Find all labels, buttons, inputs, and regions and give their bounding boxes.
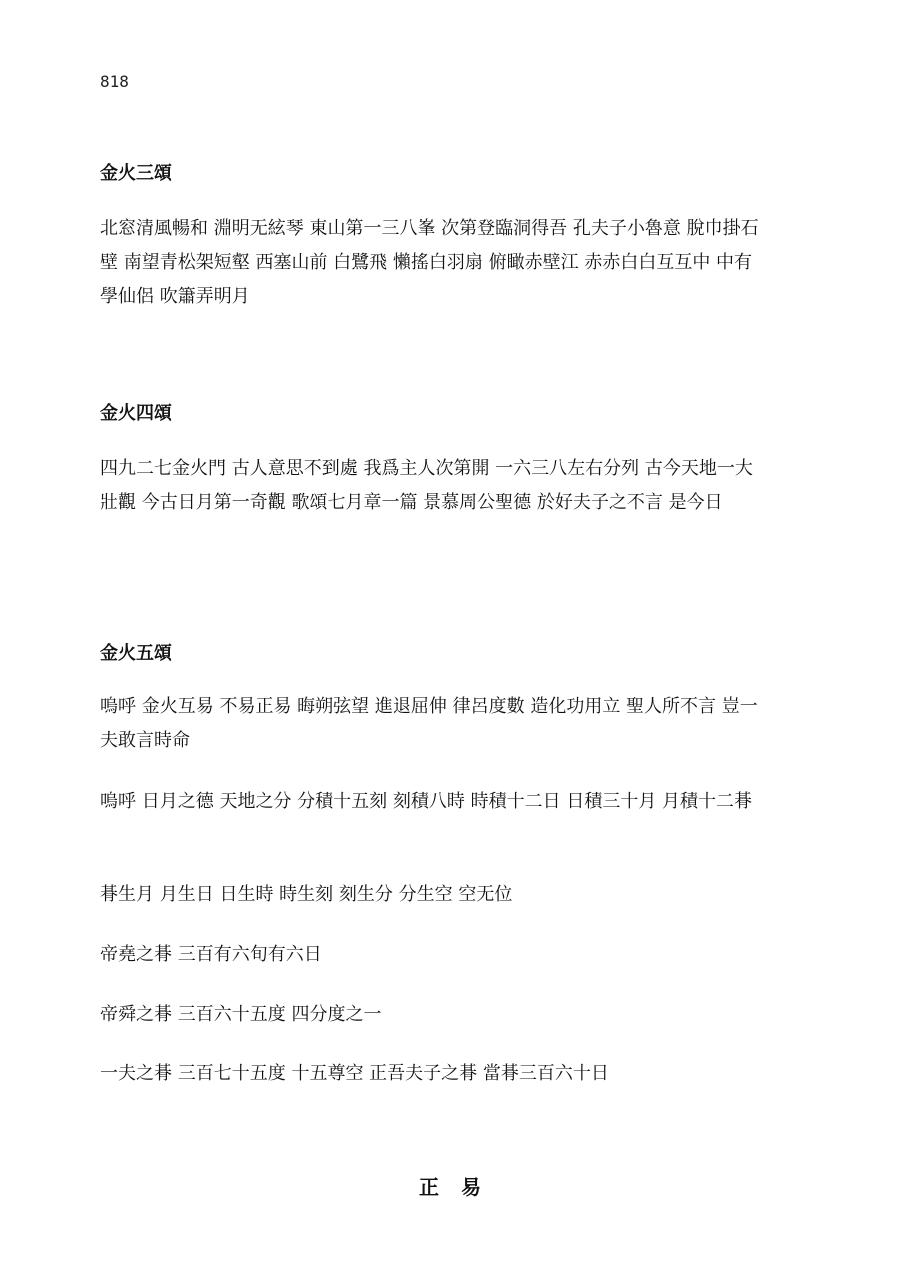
section-paragraph: 帝堯之朞 三百有六旬有六日 (100, 944, 322, 965)
section-paragraph: 一夫之朞 三百七十五度 十五尊空 正吾夫子之朞 當朞三百六十日 (100, 1063, 609, 1084)
section-heading-gumhwa-four: 金火四頌 (100, 403, 172, 424)
section-paragraph: 四九二七金火門 古人意思不到處 我爲主人次第開 一六三八左右分列 古今天地一大壯觀 今古日月第一奇觀 歌頌七月章一篇 景慕周公聖德 於好夫子之不言 是今日 (100, 458, 753, 513)
section-heading-gumhwa-five: 金火五頌 (100, 643, 172, 664)
page-footer-title: 正易 (419, 1175, 503, 1199)
section-paragraph: 嗚呼 日月之德 天地之分 分積十五刻 刻積八時 時積十二日 日積三十月 月積十二朞 (100, 791, 753, 812)
section-heading-gumhwa-three: 金火三頌 (100, 163, 172, 184)
section-paragraph: 北窓清風暢和 淵明无絃琴 東山第一三八峯 次第登臨洞得吾 孔夫子小魯意 脫巾掛石壁 南望青松架短壑 西塞山前 白鷺飛 懶搖白羽扇 俯瞰赤壁江 赤赤白白互互中 中有學仙侶 吹簫弄明月 (100, 218, 759, 307)
section-paragraph: 嗚呼 金火互易 不易正易 晦朔弦望 進退屈伸 律呂度數 造化功用立 聖人所不言 豈一夫敢言時命 (100, 696, 758, 751)
section-paragraph: 朞生月 月生日 日生時 時生刻 刻生分 分生空 空无位 (100, 884, 513, 905)
section-paragraph: 帝舜之朞 三百六十五度 四分度之一 (100, 1004, 382, 1025)
page-number: 818 (100, 72, 129, 91)
